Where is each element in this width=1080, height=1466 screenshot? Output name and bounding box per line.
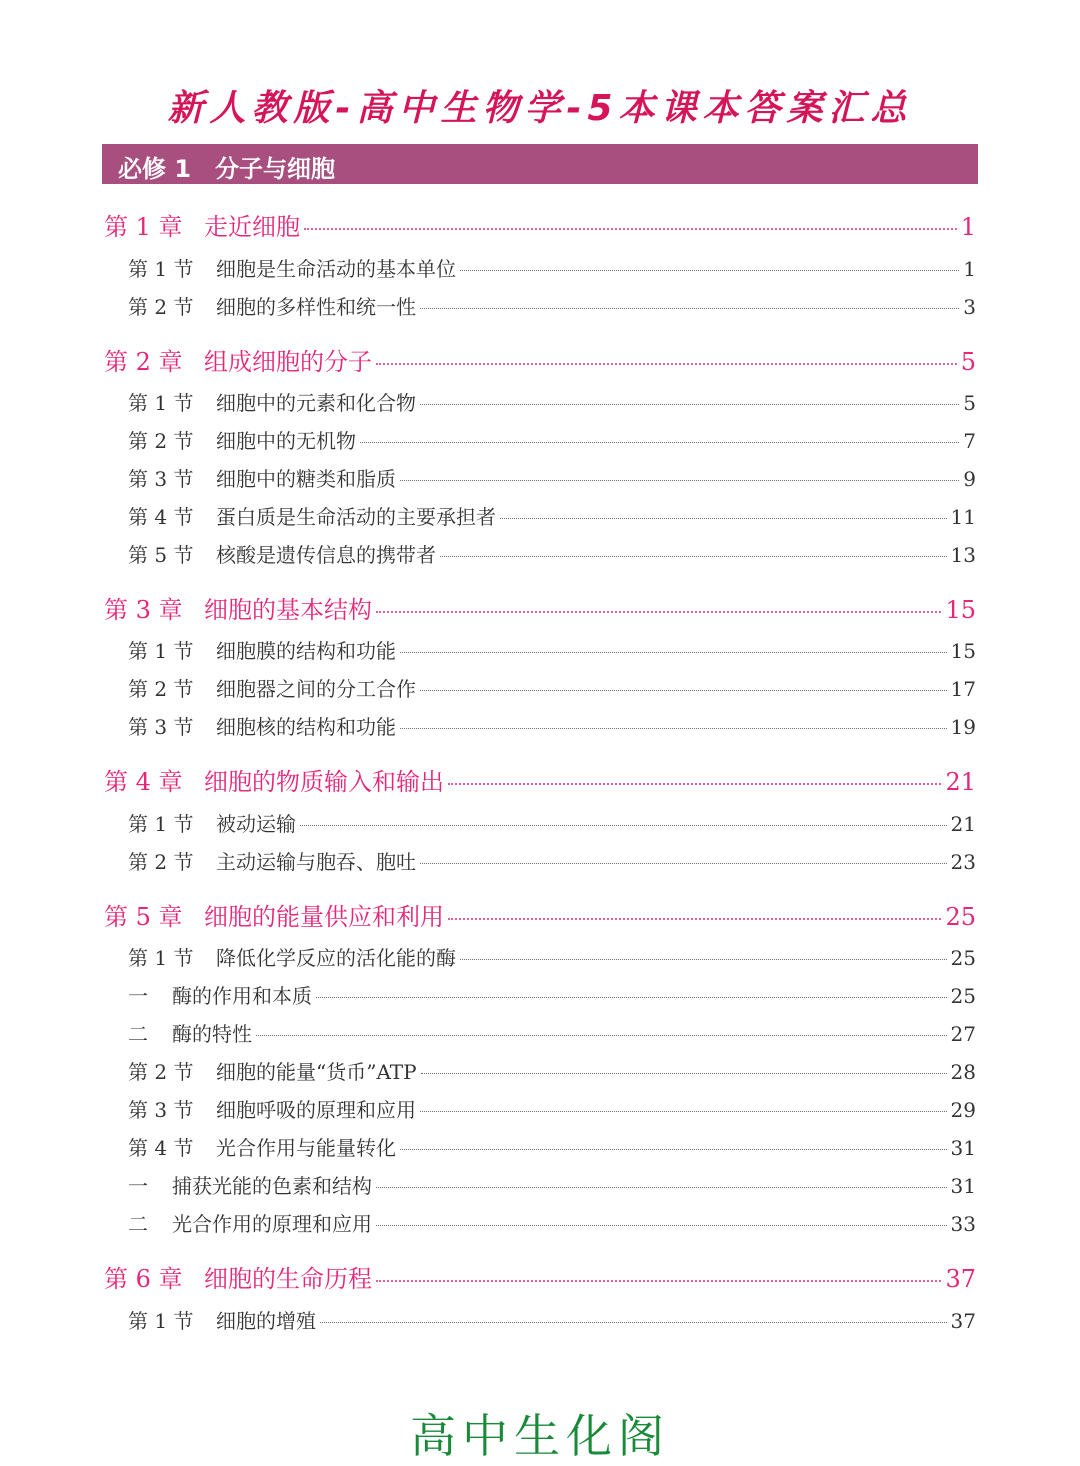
toc-label: 光合作用与能量转化 xyxy=(216,1136,396,1160)
toc-page-number: 33 xyxy=(950,1212,976,1236)
toc-number: 一 xyxy=(128,1174,148,1198)
toc-page-number: 1 xyxy=(963,257,976,281)
toc-number: 第 2 节 xyxy=(128,429,194,453)
toc-page-number: 11 xyxy=(950,505,976,529)
toc-page-number: 21 xyxy=(950,812,976,836)
toc-number: 第 4 节 xyxy=(128,505,194,529)
toc-label: 蛋白质是生命活动的主要承担者 xyxy=(216,505,496,529)
dot-leader xyxy=(376,1187,947,1188)
dot-leader xyxy=(256,1035,947,1036)
toc-label: 细胞核的结构和功能 xyxy=(216,715,396,739)
toc-chapter-row xyxy=(104,897,976,932)
toc-section-row xyxy=(128,1056,976,1085)
dot-leader xyxy=(400,652,947,653)
toc-page-number: 9 xyxy=(963,467,976,491)
toc-page-number: 29 xyxy=(950,1098,976,1122)
toc-page-number: 28 xyxy=(950,1060,976,1084)
toc-number: 第 4 章 xyxy=(104,768,183,796)
toc-label: 被动运输 xyxy=(216,812,296,836)
toc-number: 第 1 节 xyxy=(128,391,194,415)
dot-leader xyxy=(300,825,947,826)
toc-chapter-row xyxy=(104,1259,976,1294)
toc-label: 酶的特性 xyxy=(172,1022,252,1046)
dot-leader xyxy=(400,728,947,729)
toc-label: 细胞的多样性和统一性 xyxy=(216,295,416,319)
toc-chapter-row xyxy=(104,590,976,625)
toc-label: 光合作用的原理和应用 xyxy=(172,1212,372,1236)
toc-section-row xyxy=(128,539,976,568)
toc-section-row xyxy=(128,501,976,530)
toc-label: 走近细胞 xyxy=(204,213,300,241)
toc-number: 第 5 章 xyxy=(104,903,183,931)
dot-leader xyxy=(440,556,947,557)
toc-number: 第 5 节 xyxy=(128,543,194,567)
toc-page-number: 31 xyxy=(950,1136,976,1160)
toc-page-number: 15 xyxy=(945,596,976,624)
banner-book: 必修 1 xyxy=(118,155,192,183)
toc-label: 细胞中的元素和化合物 xyxy=(216,391,416,415)
toc-label: 细胞的能量供应和利用 xyxy=(204,903,444,931)
toc-page-number: 25 xyxy=(945,903,976,931)
toc-sub-row xyxy=(128,1018,976,1047)
dot-leader xyxy=(500,518,947,519)
toc-sub-row xyxy=(128,1170,976,1199)
toc-number: 第 4 节 xyxy=(128,1136,194,1160)
toc-label: 细胞的能量“货币”ATP xyxy=(216,1060,417,1084)
footer-watermark: 高中生化阁 xyxy=(410,1409,670,1463)
toc-page-number: 3 xyxy=(963,295,976,319)
toc-page-number: 25 xyxy=(950,946,976,970)
toc-page-number: 15 xyxy=(950,639,976,663)
toc-page-number: 5 xyxy=(963,391,976,415)
toc-page-number: 17 xyxy=(950,677,976,701)
toc-number: 第 1 节 xyxy=(128,812,194,836)
toc-label: 细胞的基本结构 xyxy=(204,596,372,624)
dot-leader xyxy=(400,1149,947,1150)
dot-leader xyxy=(460,270,959,271)
toc-label: 细胞的物质输入和输出 xyxy=(204,768,444,796)
dot-leader xyxy=(304,228,957,230)
toc-label: 细胞呼吸的原理和应用 xyxy=(216,1098,416,1122)
toc-section-row xyxy=(128,463,976,492)
toc-number: 第 1 节 xyxy=(128,639,194,663)
toc-label: 核酸是遗传信息的携带者 xyxy=(216,543,436,567)
toc-number: 第 3 节 xyxy=(128,1098,194,1122)
banner-name: 分子与细胞 xyxy=(215,155,336,183)
toc-page-number: 7 xyxy=(963,429,976,453)
toc-number: 二 xyxy=(128,1212,148,1236)
toc-section-row xyxy=(128,1094,976,1123)
toc-section-row xyxy=(128,808,976,837)
toc-sub-row xyxy=(128,1208,976,1237)
toc-number: 第 2 节 xyxy=(128,850,194,874)
dot-leader xyxy=(316,997,947,998)
toc-number: 第 2 节 xyxy=(128,1060,194,1084)
toc-section-row xyxy=(128,291,976,320)
toc-section-row xyxy=(128,711,976,740)
toc-page-number: 5 xyxy=(960,348,976,376)
toc-chapter-row xyxy=(104,207,976,242)
dot-leader xyxy=(420,863,947,864)
toc-page-number: 27 xyxy=(950,1022,976,1046)
toc-label: 捕获光能的色素和结构 xyxy=(172,1174,372,1198)
toc-label: 细胞是生命活动的基本单位 xyxy=(216,257,456,281)
toc-number: 一 xyxy=(128,984,148,1008)
toc-section-row xyxy=(128,942,976,971)
toc-number: 第 6 章 xyxy=(104,1265,183,1293)
toc-number: 第 1 节 xyxy=(128,946,194,970)
page-title: 新人教版-高中生物学-5本课本答案汇总 xyxy=(167,88,913,129)
toc-section-row xyxy=(128,1132,976,1161)
dot-leader xyxy=(421,1073,947,1074)
toc-number: 第 1 节 xyxy=(128,1309,194,1333)
toc-page-number: 37 xyxy=(945,1265,976,1293)
toc-section-row xyxy=(128,1305,976,1334)
toc-section-row xyxy=(128,635,976,664)
toc-chapter-row xyxy=(104,342,976,377)
toc-label: 主动运输与胞吞、胞吐 xyxy=(216,850,416,874)
dot-leader xyxy=(420,404,959,405)
dot-leader xyxy=(420,308,959,309)
dot-leader xyxy=(460,959,947,960)
toc-label: 细胞的生命历程 xyxy=(204,1265,372,1293)
toc-section-row xyxy=(128,673,976,702)
toc-label: 细胞膜的结构和功能 xyxy=(216,639,396,663)
dot-leader xyxy=(376,363,957,365)
dot-leader xyxy=(360,442,959,443)
toc-page-number: 23 xyxy=(950,850,976,874)
toc-label: 组成细胞的分子 xyxy=(204,348,372,376)
toc-section-row xyxy=(128,425,976,454)
toc-section-row xyxy=(128,387,976,416)
toc-page-number: 21 xyxy=(945,768,976,796)
dot-leader xyxy=(400,480,959,481)
toc-label: 细胞的增殖 xyxy=(216,1309,316,1333)
toc-number: 第 2 章 xyxy=(104,348,183,376)
toc-number: 第 2 节 xyxy=(128,295,194,319)
toc-section-row xyxy=(128,846,976,875)
dot-leader xyxy=(420,1111,947,1112)
toc-page-number: 31 xyxy=(950,1174,976,1198)
toc-label: 酶的作用和本质 xyxy=(172,984,312,1008)
toc-number: 第 3 节 xyxy=(128,715,194,739)
dot-leader xyxy=(448,918,941,920)
toc-page-number: 37 xyxy=(950,1309,976,1333)
toc-number: 第 3 章 xyxy=(104,596,183,624)
toc-label: 细胞中的无机物 xyxy=(216,429,356,453)
dot-leader xyxy=(376,1225,947,1226)
toc-label: 细胞器之间的分工合作 xyxy=(216,677,416,701)
toc-sub-row xyxy=(128,980,976,1009)
toc-page-number: 1 xyxy=(960,213,976,241)
dot-leader xyxy=(376,611,941,613)
dot-leader xyxy=(420,690,947,691)
toc-label: 降低化学反应的活化能的酶 xyxy=(216,946,456,970)
toc-section-row xyxy=(128,253,976,282)
toc-number: 第 2 节 xyxy=(128,677,194,701)
toc-number: 第 1 节 xyxy=(128,257,194,281)
toc-page-number: 25 xyxy=(950,984,976,1008)
toc-page-number: 13 xyxy=(950,543,976,567)
toc-page-number: 19 xyxy=(950,715,976,739)
toc-number: 二 xyxy=(128,1022,148,1046)
dot-leader xyxy=(376,1280,941,1282)
toc-chapter-row xyxy=(104,762,976,797)
dot-leader xyxy=(448,783,941,785)
toc-label: 细胞中的糖类和脂质 xyxy=(216,467,396,491)
toc-number: 第 1 章 xyxy=(104,213,183,241)
dot-leader xyxy=(320,1322,947,1323)
toc-number: 第 3 节 xyxy=(128,467,194,491)
